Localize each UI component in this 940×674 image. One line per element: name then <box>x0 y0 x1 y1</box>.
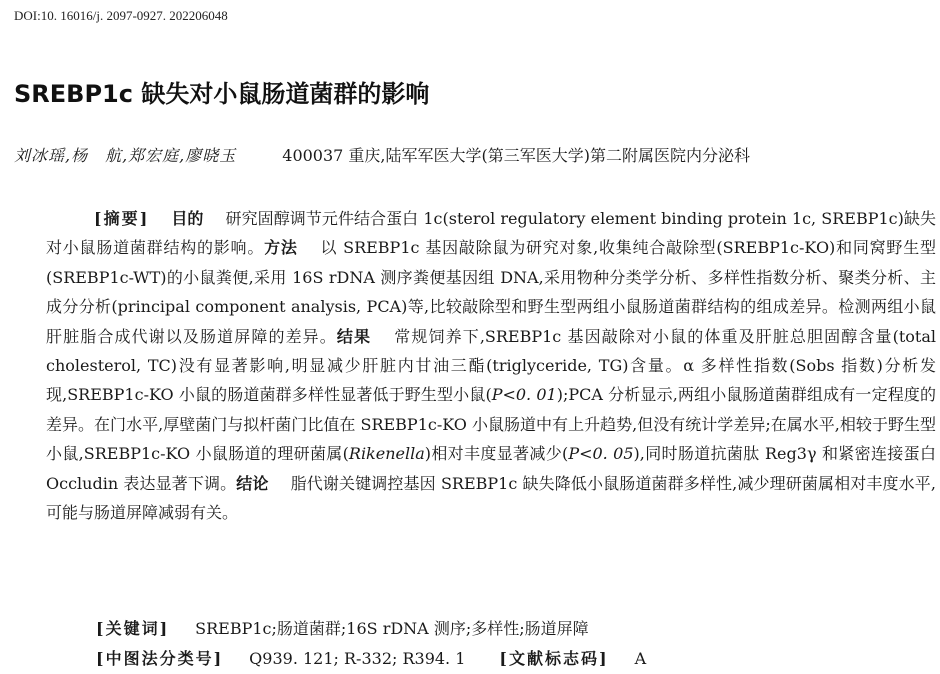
doc-code-label: [文献标志码] <box>499 649 609 668</box>
methods-text: 以 SREBP1c 基因敲除鼠为研究对象,收集纯合敲除型(SREBP1c-KO)和同窝野生型(SREBP1c-WT)的小鼠粪便,采用 16S rDNA 测序粪便基因组 DNA,采用物种分类学分析、多样性指数分析、聚类分析、主成分分析(principal component analysis, PCA)等,比较敲除型和野生型两组小鼠肠道菌群结构的组成差异。检测两组小鼠肝脏脂合成代谢以及肠道屏障的差异。 <box>46 238 936 346</box>
conclusion-text: 脂代谢关键调控基因 SREBP1c 缺失降低小鼠肠道菌群多样性,减少理研菌属相对丰度水平,可能与肠道屏障减弱有关。 <box>46 473 936 523</box>
results-text-2: );PCA 分析显示,两组小鼠肠道菌群组成有一定程度的差异。在门水平,厚壁菌门与拟杆菌门比值在 SREBP1c-KO 小鼠肠道中有上升趋势,但没有统计学差异;在属水平,相较于野生型小鼠,SREBP1c-KO 小鼠肠道的理研菌属( <box>46 385 936 464</box>
keywords-value: SREBP1c;肠道菌群;16S rDNA 测序;多样性;肠道屏障 <box>195 619 589 638</box>
results-text-1: 常规饲养下,SREBP1c 基因敲除对小鼠的体重及肝脏总胆固醇含量(total cholesterol, TC)没有显著影响,明显减少肝脏内甘油三酯(triglyceride, TG)含量。α 多样性指数(Sobs 指数)分析发现,SREBP1c-KO 小鼠的肠道菌群多样性显著低于野生型小鼠( <box>46 326 936 405</box>
p-value-1: P<0. 01 <box>491 385 557 405</box>
conclusion-label: 结论 <box>236 473 269 493</box>
keywords-label: [关键词] <box>96 619 170 638</box>
abstract-paragraph <box>46 204 936 527</box>
results-text-4: ),同时肠道抗菌肽 Reg3γ 和紧密连接蛋白 Occludin 表达显著下调。 <box>46 444 936 493</box>
author-line <box>14 143 926 166</box>
methods-label: 方法 <box>264 238 298 258</box>
classification-line <box>96 646 646 669</box>
abstract <box>46 204 936 527</box>
paper-title: SREBP1c 缺失对小鼠肠道菌群的影响 <box>14 80 430 108</box>
doi-line: DOI:10. 16016/j. 2097-0927. 202206048 <box>14 8 228 23</box>
doc-code-value: A <box>634 649 647 668</box>
objective-label: 目的 <box>171 209 204 228</box>
classification-value: Q939. 121; R-332; R394. 1 <box>249 649 466 668</box>
genus-name: Rikenella <box>348 444 425 464</box>
abstract-tag: [摘要] <box>94 209 150 228</box>
results-label: 结果 <box>336 326 372 346</box>
classification-label: [中图法分类号] <box>96 649 224 668</box>
objective-text: 研究固醇调节元件结合蛋白 1c(sterol regulatory element binding protein 1c, SREBP1c)缺失对小鼠肠道菌群结构的影响。 <box>46 209 936 258</box>
affiliation: 400037 重庆,陆军军医大学(第三军医大学)第二附属医院内分泌科 <box>282 146 751 165</box>
p-value-2: P<0. 05 <box>568 444 634 464</box>
keywords-line <box>96 616 589 639</box>
author-list: 刘冰瑶,杨 航,郑宏庭,廖晓玉 <box>14 146 237 165</box>
results-text-3: )相对丰度显著减少( <box>424 444 569 464</box>
